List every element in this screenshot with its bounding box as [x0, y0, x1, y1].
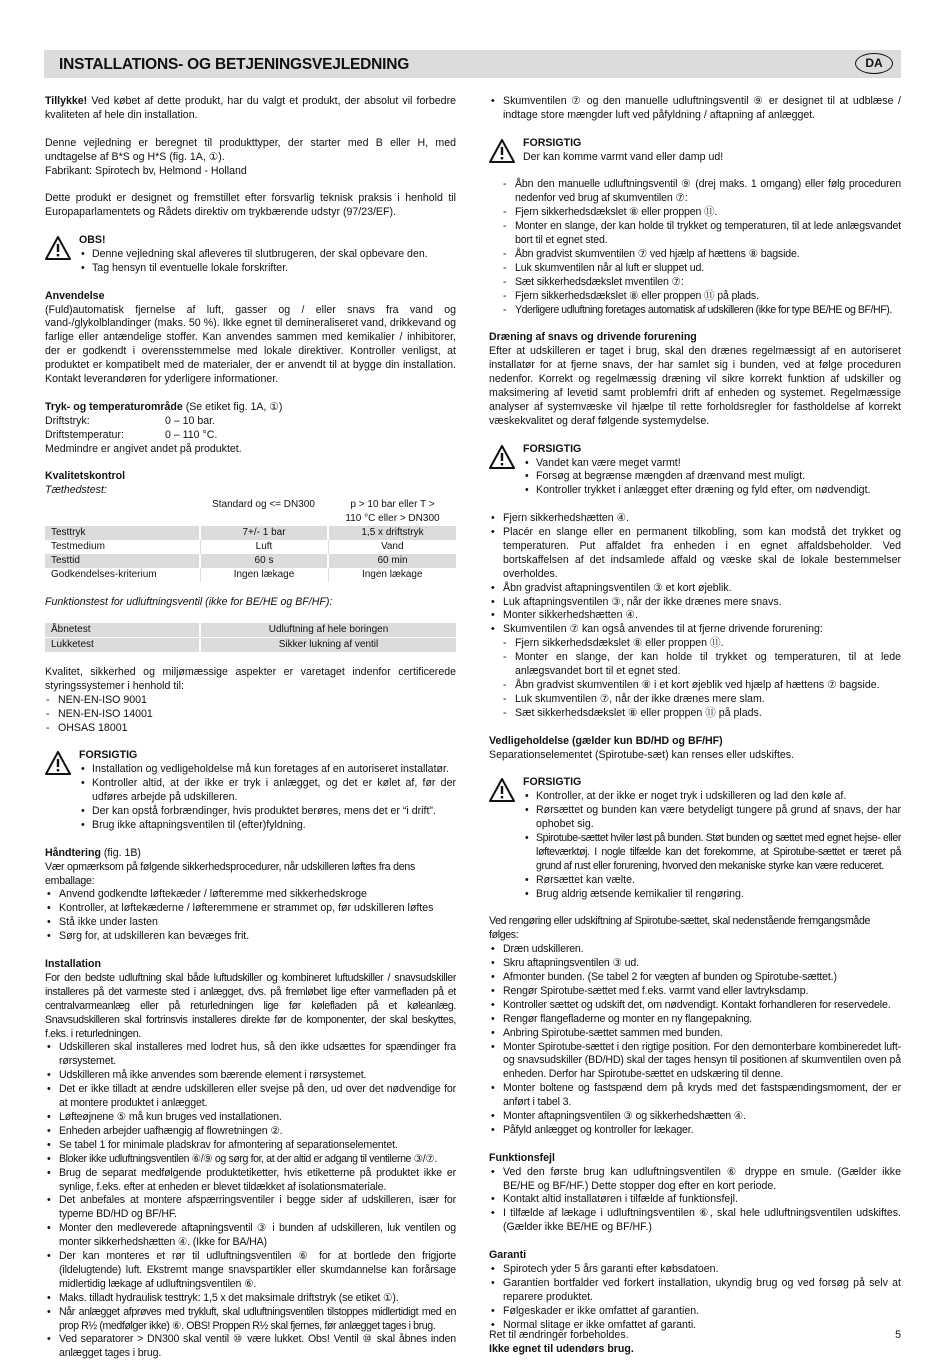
installation-list	[45, 1041, 456, 1361]
scope-paragraph	[45, 137, 456, 179]
column-header: Standard og <= DN300	[200, 498, 328, 526]
tryk-note: (Se etiket fig. 1A, ①)	[182, 400, 283, 413]
draening-text: Efter at udskilleren er taget i brug, skal den drænes regelmæssigt af en autoriseret installatør for at fjerne snavs, der har samlet sig i bunden, ved at følge proceduren nedenfor. Korrekt og regelmæssig dræning vil sikre korrekt funktion af udskiller og maksimering af levetid samt problemfri drift af enheden og systemet. Regelmæssige analyser af systemvæske vil hjælpe til rette forholdsregler for fastholdelse af korrekt væskekvalitet og deraf følgende systemydelse.	[489, 345, 901, 427]
list-item: • Monter boltene og fastspænd dem på kryds med det fastspændingsmoment, der er anført i tabel 3.	[489, 1082, 901, 1110]
rengoring-list	[489, 943, 901, 1138]
list-item: - Åbn gradvist skumventilen ⑧ i et kort øjeblik ved hjælp af hættens ⑦ bagside.	[502, 679, 901, 693]
page-footer	[489, 1329, 901, 1357]
list-item: - Sæt sikkerhedsdækslet ⑧ eller proppen ⑪ på plads.	[502, 707, 901, 721]
forsigtig-title: FORSIGTIG	[79, 749, 138, 762]
kvalitet-heading: Kvalitetskontrol	[45, 470, 126, 483]
list-item: • Tag hensyn til eventuelle lokale forskrifter.	[79, 262, 456, 276]
list-item: • Brug de separat medfølgende produktetiketter, hvis etiketterne på produktet ikke er synlige, f.eks. efter at enheden er blevet tildækket af isolationsmateriale.	[45, 1167, 456, 1195]
right-column	[489, 95, 901, 1333]
list-item: • Rengør Spirotube-sættet med f.eks. varmt vand eller lavtryksdamp.	[489, 985, 901, 999]
table-cell: Testtid	[45, 554, 200, 568]
warning-icon	[45, 236, 71, 260]
list-item: - Luk skumventilen ⑦, når der ikke drænes mere slam.	[502, 693, 901, 707]
table-cell: Ingen lækage	[200, 568, 328, 582]
garanti-heading: Garanti	[489, 1249, 527, 1262]
forsigtig-list	[79, 763, 456, 833]
list-item: • Anbring Spirotube-sættet sammen med bunden.	[489, 1027, 901, 1041]
forsigtig-notice	[489, 137, 901, 165]
installation-heading: Installation	[45, 958, 101, 970]
rengoring-text: Ved rengøring eller udskiftning af Spirotube-sættet, skal nedenstående fremgangsmåde følges:	[489, 915, 871, 942]
obs-title: OBS!	[79, 234, 106, 247]
footer-warning: Ikke egnet til udendørs brug.	[489, 1342, 634, 1355]
table-cell: 60 min	[328, 554, 456, 568]
funktionstest-table	[45, 623, 456, 652]
left-column	[45, 95, 456, 1361]
table-cell: 7+/- 1 bar	[200, 526, 328, 540]
page-header	[44, 50, 901, 78]
list-item: - Åbn den manuelle udluftningsventil ⑨ (drej maks. 1 omgang) eller følg proceduren nedenfor ved brug af skumventilen ⑦:	[502, 178, 901, 206]
footer-note: Ret til ændringer forbeholdes.	[489, 1329, 629, 1341]
list-item: • Det er ikke tilladt at ændre udskilleren eller svejse på den, ud over det nødvendige for at montere produktet i anlægget.	[45, 1083, 456, 1111]
list-item: • Brug aldrig ætsende kemikalier til rengøring.	[523, 888, 901, 902]
list-item: • Der kan monteres et rør til udluftningsventilen ⑥ for at bortlede den frigjorte (ildelugtende) luft. Ekstremt mange snavspartikler eller skumdannelse kan forårsage midlertidig lækage af udluftningsventilen ⑥.	[45, 1250, 456, 1292]
list-item: • Vandet kan være meget varmt!	[523, 457, 901, 471]
spec-row	[45, 429, 456, 443]
list-item: - Yderligere udluftning foretages automatisk af udskilleren (ikke for type BE/HE og BF/HF).	[502, 304, 901, 318]
list-item: • Installation og vedligeholdelse må kun foretages af en autoriseret installatør.	[79, 763, 456, 777]
table-cell: Ingen lækage	[328, 568, 456, 582]
handtering-heading	[45, 847, 456, 861]
table-cell: Testtryk	[45, 526, 200, 540]
table-row	[45, 568, 456, 582]
table-row	[45, 623, 456, 637]
list-item: • Udskilleren må ikke anvendes som bærende element i rørsystemet.	[45, 1069, 456, 1083]
draening-steps	[489, 512, 901, 637]
list-item: • Løfteøjnene ⑤ må kun bruges ved installationen.	[45, 1111, 456, 1125]
scope-text: Denne vejledning er beregnet til produkttyper, der starter med B eller H, med undtagelse af B*S og H*S (fig. 1A, ①).	[45, 136, 456, 163]
page-title: INSTALLATIONS- OG BETJENINGSVEJLEDNING	[59, 56, 410, 73]
taethed-subheading: Tæthedstest:	[45, 484, 107, 497]
spec-value: 0 – 110 °C.	[165, 428, 218, 441]
obs-list	[79, 248, 456, 276]
tryk-title: Tryk- og temperaturområde	[45, 400, 183, 413]
intro-paragraph	[45, 95, 456, 123]
table-row	[45, 540, 456, 554]
table-header-row	[45, 498, 456, 526]
funktionstest-heading: Funktionstest for udluftningsventil (ikke for BE/HE og BF/HF):	[45, 595, 333, 608]
list-item: • Fjern sikkerhedshætten ④.	[489, 512, 901, 526]
list-item: • Garantien bortfalder ved forkert installation, ukyndig brug og ved forsøg på selv at reparere produktet.	[489, 1277, 901, 1305]
list-item: • Monter aftapningsventilen ③ og sikkerhedshætten ④.	[489, 1110, 901, 1124]
list-item: • Monter Spirotube-sættet i den rigtige position. For den demonterbare kombineredet luft- og snavsudskiller (BD/HD) skal der tages hensyn til positionen af skumventilen oven på enheden. Derfor har Spirotube-sættet en udskæring til denne.	[489, 1041, 901, 1083]
table-cell: Udluftning af hele boringen	[200, 623, 456, 637]
handtering-list	[45, 888, 456, 944]
language-badge: DA	[855, 53, 893, 74]
column-header-line: p > 10 bar eller T >	[350, 499, 435, 511]
page-number: 5	[895, 1329, 901, 1341]
table-cell: Åbnetest	[45, 623, 200, 637]
list-item: - Monter en slange, der kan holde til trykket og temperaturen, til at lede anlægsvandet bort til et egnet sted.	[502, 220, 901, 248]
list-item: • Brug ikke aftapningsventilen til (efter)fyldning.	[79, 819, 456, 833]
table-row	[45, 554, 456, 568]
list-item: - Luk skumventilen når al luft er sluppet ud.	[502, 262, 901, 276]
list-item: • Stå ikke under lasten	[45, 916, 456, 930]
list-item: • I tilfælde af lækage i udluftningsventilen ⑥, skal hele udluftningsventilen udskiftes. (Gælder ikke BE/HE og BF/HF.)	[489, 1207, 901, 1235]
warning-icon	[489, 445, 515, 469]
list-item: • Se tabel 1 for minimale pladskrav for afmontering af separationselementet.	[45, 1139, 456, 1153]
warning-icon	[45, 751, 71, 775]
draening-heading: Dræning af snavs og drivende forurening	[489, 331, 697, 344]
forsigtig-notice	[489, 776, 901, 901]
list-item: • Anvend godkendte løftekæder / løfteremme med sikkerhedskroge	[45, 888, 456, 902]
list-item: • Spirotube-sættet hviler løst på bunden. Støt bunden og sættet med egnet hejse- eller løfteværktøj. I nogle tilfælde kan det forekomme, at Spirotube-sættet er tæret på grund af rust eller forurening, hvorved den mekaniske styrke kan være reduceret.	[523, 832, 901, 874]
list-item: - Fjern sikkerhedsdækslet ⑧ eller proppen ⑪.	[502, 206, 901, 220]
list-item: • Åbn gradvist aftapningsventilen ③ et kort øjeblik.	[489, 582, 901, 596]
list-item: • Kontroller sættet og udskift det, om nødvendigt. Kontakt forhandleren for reservedele.	[489, 999, 901, 1013]
funktionsfejl-list	[489, 1166, 901, 1236]
list-item: • Sørg for, at udskilleren kan bevæges frit.	[45, 930, 456, 944]
list-item: • Rørsættet og bunden kan være betydeligt tungere på grund af snavs, der har ophobet sig.	[523, 804, 901, 832]
list-item: • Ved den første brug kan udluftningsventilen ⑥ dryppe en smule. (Gælder ikke BE/HE og BF/HF.) Dette stopper dog efter en kort periode.	[489, 1166, 901, 1194]
list-item: • Når anlægget afprøves med trykluft, skal udluftningsventilen tilstoppes midlertidigt med en prop R½ (medfølger ikke) ⑥. OBS! Proppen R½ skal fjernes, før anlægget tages i brug.	[45, 1306, 456, 1334]
spec-label: Driftstryk:	[45, 414, 90, 427]
list-item: • Følgeskader er ikke omfattet af garantien.	[489, 1305, 901, 1319]
forsigtig-notice	[45, 749, 456, 832]
column-header-line: 110 °C eller > DN300	[345, 513, 440, 525]
vedligeholdelse-text: Separationselementet (Spirotube-sæt) kan renses eller udskiftes.	[489, 748, 795, 761]
list-item: • Skru aftapningsventilen ③ ud.	[489, 957, 901, 971]
table-cell: Lukketest	[45, 638, 200, 652]
tryk-footnote: Medmindre er angivet andet på produktet.	[45, 442, 242, 455]
installation-text: For den bedste udluftning skal både luftudskiller og kombineret luftudskiller / snavsudskiller installeres på det varmeste sted i anlægget, dvs. på fremløbet lige efter varmefladen på et centralvarmeanlæg eller på returledningen lige før kølefladen på et køleanlæg. Snavsudskilleren skal fortrinsvis installeres direkte før de komponenter, der skal beskyttes, f.eks. i returledningen.	[45, 971, 456, 1040]
garanti-list	[489, 1263, 901, 1333]
table-cell: Luft	[200, 540, 328, 554]
handtering-text: Vær opmærksom på følgende sikkerhedsprocedurer, når udskilleren løftes fra dens emballage:	[45, 860, 416, 887]
column-header	[328, 498, 456, 526]
udluftning-steps	[489, 178, 901, 317]
list-item: • Dræn udskilleren.	[489, 943, 901, 957]
table-cell: Sikker lukning af ventil	[200, 638, 456, 652]
draening-substeps	[489, 637, 901, 720]
manufacturer-text: Fabrikant: Spirotech bv, Helmond - Holland	[45, 164, 247, 177]
table-row	[45, 526, 456, 540]
list-item: - Åbn gradvist skumventilen ⑦ ved hjælp af hættens ⑧ bagside.	[502, 248, 901, 262]
forsigtig-notice	[489, 443, 901, 499]
spec-label: Driftstemperatur:	[45, 428, 124, 441]
forsigtig-text: Der kan komme varmt vand eller damp ud!	[523, 150, 724, 163]
list-item: • Spirotech yder 5 års garanti efter købsdatoen.	[489, 1263, 901, 1277]
list-item: • Monter sikkerhedshætten ④.	[489, 609, 901, 623]
list-item: • Påfyld anlægget og kontroller for lækager.	[489, 1124, 901, 1138]
list-item: • Skumventilen ⑦ og den manuelle udluftningsventil ⑨ er designet til at udblæse / indtage store mængder luft ved påfyldning / aftapning af anlægget.	[489, 95, 901, 123]
table-cell: 1,5 x driftstryk	[328, 526, 456, 540]
forsigtig-list	[523, 457, 901, 499]
list-item: - NEN-EN-ISO 9001	[45, 694, 456, 708]
spec-value: 0 – 10 bar.	[165, 414, 216, 427]
list-item: • Der kan opstå forbrændinger, hvis produktet berøres, mens det er “i drift”.	[79, 805, 456, 819]
list-item: - Fjern sikkerhedsdækslet ⑧ eller proppen ⑪.	[502, 637, 901, 651]
list-item: • Normal slitage er ikke omfattet af garanti.	[489, 1319, 901, 1333]
iso-list	[45, 694, 456, 736]
forsigtig-title: FORSIGTIG	[523, 776, 582, 789]
handtering-title: Håndtering	[45, 846, 101, 859]
intro-bold: Tillykke!	[45, 95, 88, 107]
list-item: • Placér en slange eller en permanent tilkobling, som kan modstå det trykket og temperaturen. Put affaldet fra enheden i en egnet affaldsbeholder. Ved bortskaffelsen af det indsamlede affald og væske skal de lokale bestemmelser overholdes.	[489, 526, 901, 582]
list-item: - Sæt sikkerhedsdækslet mventilen ⑦:	[502, 276, 901, 290]
list-item: • Kontroller, at der ikke er noget tryk i udskilleren og lad den køle af.	[523, 790, 901, 804]
forsigtig-title: FORSIGTIG	[523, 442, 582, 455]
list-item: • Ved separatorer > DN300 skal ventil ⑩ være lukket. Obs! Ventil ⑩ skal åbnes inden anlægget tages i brug.	[45, 1333, 456, 1361]
list-item: • Udskilleren skal installeres med lodret hus, så den ikke udsættes for spændinger fra rørsystemet.	[45, 1041, 456, 1069]
anvendelse-text: (Fuld)automatisk fjernelse af luft, gasser og / eller snavs fra vand og vand-/glykolblandinger (maks. 50 %). Ikke egnet til demineraliseret vand, drikkevand og farlige eller antændelige stoffer. Kan anvendes sammen med kemikalier / inhibitorer, der er godkendt i overensstemmelse med lokale direktiver. Kontroller venligst, at produktet er kompatibelt med de materialer, der er anvendt til at bygge din installation. Kontakt leverandøren for yderligere informationer.	[45, 303, 456, 386]
spec-row	[45, 415, 456, 429]
list-item: • Kontroller altid, at der ikke er tryk i anlægget, og det er kølet af, før der udføres arbejde på udskilleren.	[79, 777, 456, 805]
list-item: • Denne vejledning skal afleveres til slutbrugeren, der skal opbevare den.	[79, 248, 456, 262]
certificering-text: Kvalitet, sikkerhed og miljømæssige aspekter er varetaget indenfor certificerede styringssystemer i henhold til:	[45, 666, 456, 692]
list-item: • Afmonter bunden. (Se tabel 2 for vægten af bunden og Spirotube-sættet.)	[489, 971, 901, 985]
table-cell: Testmedium	[45, 540, 200, 554]
intro-text: Ved købet af dette produkt, har du valgt et produkt, der absolut vil forbedre kvaliteten af hele din installation.	[45, 95, 456, 121]
forsigtig-list	[523, 790, 901, 901]
skum-list	[489, 95, 901, 123]
list-item: • Skumventilen ⑦ kan også anvendes til at fjerne drivende forurening:	[489, 623, 901, 637]
table-cell: Vand	[328, 540, 456, 554]
list-item: - Fjern sikkerhedsdækslet ⑧ eller proppen ⑪ på plads.	[502, 290, 901, 304]
list-item: • Rørsættet kan vælte.	[523, 874, 901, 888]
list-item: • Kontakt altid installatøren i tilfælde af funktionsfejl.	[489, 1193, 901, 1207]
list-item: • Kontroller trykket i anlægget efter dræning og fyld efter, om nødvendigt.	[523, 484, 901, 498]
warning-icon	[489, 778, 515, 802]
list-item: - OHSAS 18001	[45, 722, 456, 736]
list-item: • Rengør flangefladerne og monter en ny flangepakning.	[489, 1013, 901, 1027]
table-cell: Godkendelses-kriterium	[45, 568, 200, 582]
list-item: • Kontroller, at løftekæderne / løfteremmene er strammet op, før udskilleren løftes	[45, 902, 456, 916]
list-item: • Monter den medleverede aftapningsventil ③ i bunden af udskilleren, luk ventilen og monter sikkerhedshætten ④. (Ikke for BA/HA)	[45, 1222, 456, 1250]
tryk-heading	[45, 401, 456, 415]
list-item: • Luk aftapningsventilen ③, når der ikke drænes mere snavs.	[489, 596, 901, 610]
directive-paragraph: Dette produkt er designet og fremstillet efter forsvarlig teknisk praksis i henhold til Europaparlamentets og Rådets direktiv om trykbærende udstyr (97/23/EF).	[45, 192, 456, 219]
taethed-table	[45, 498, 456, 581]
obs-notice	[45, 234, 456, 276]
list-item: • Maks. tilladt hydraulisk testtryk: 1,5 x det maksimale driftstryk (se etiket ①).	[45, 1292, 456, 1306]
handtering-note: (fig. 1B)	[100, 846, 141, 859]
list-item: - NEN-EN-ISO 14001	[45, 708, 456, 722]
list-item: • Bloker ikke udluftningsventilen ⑥/⑨ og sørg for, at der altid er adgang til ventilerne ③/⑦.	[45, 1153, 456, 1167]
table-row	[45, 638, 456, 652]
list-item: • Det anbefales at montere afspærringsventiler i begge sider af udskilleren, især for typerne BD/HD og BF/HF.	[45, 1194, 456, 1222]
funktionsfejl-heading: Funktionsfejl	[489, 1151, 555, 1164]
list-item: • Forsøg at begrænse mængden af drænvand mest muligt.	[523, 470, 901, 484]
table-cell: 60 s	[200, 554, 328, 568]
forsigtig-title: FORSIGTIG	[523, 136, 582, 149]
list-item: • Enheden arbejder uafhængig af flowretningen ②.	[45, 1125, 456, 1139]
anvendelse-heading: Anvendelse	[45, 289, 105, 302]
list-item: - Monter en slange, der kan holde til trykket og temperaturen, til at lede anlægsvandet bort til et egnet sted.	[502, 651, 901, 679]
warning-icon	[489, 139, 515, 163]
vedligeholdelse-heading: Vedligeholdelse (gælder kun BD/HD og BF/HF)	[489, 734, 723, 747]
